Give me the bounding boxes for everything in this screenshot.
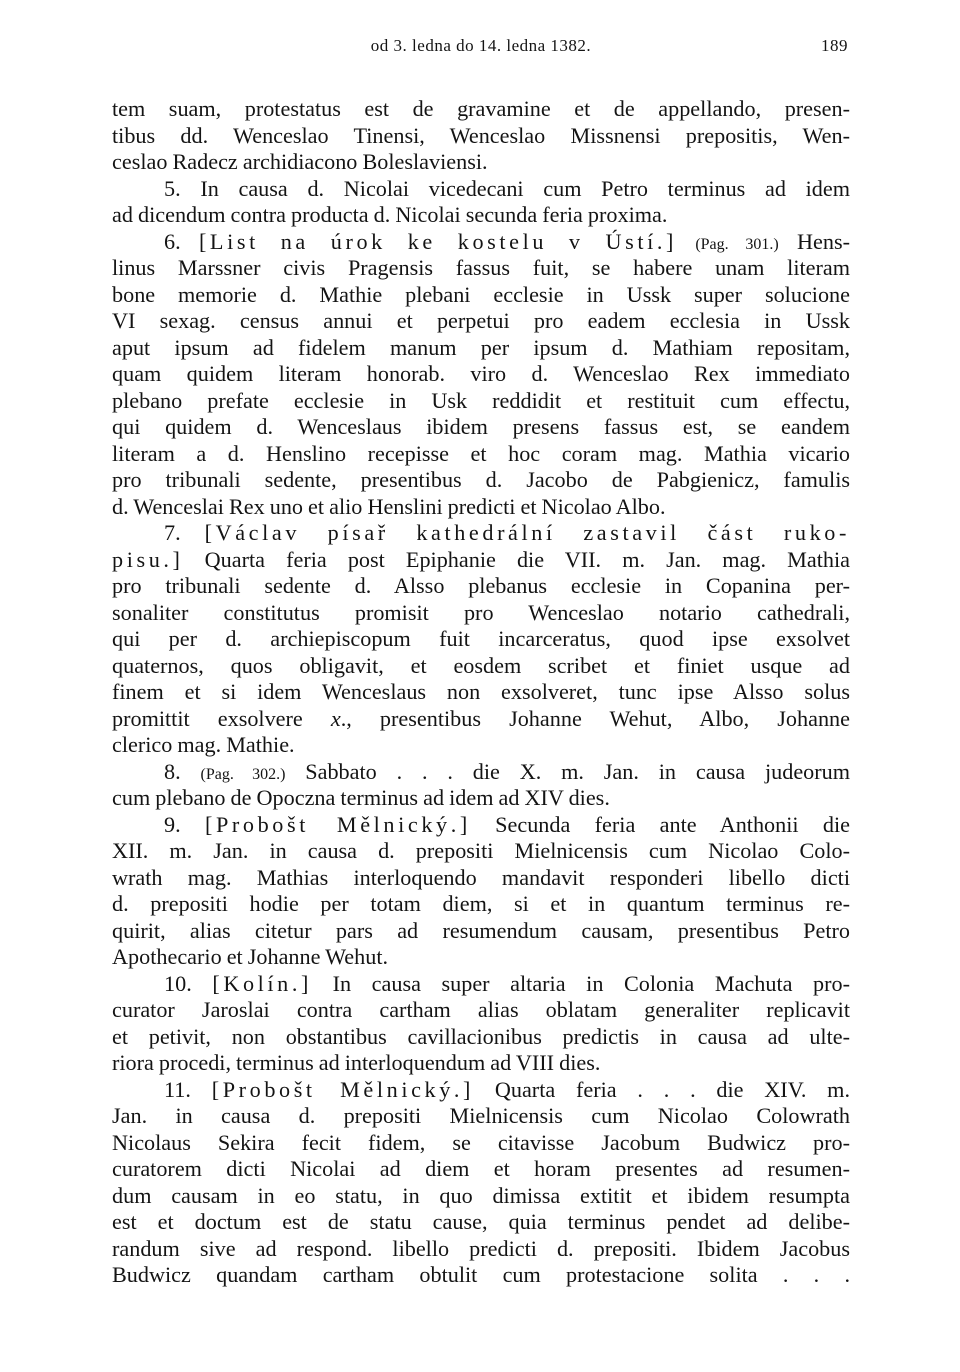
text-segment: Quarta feria post Epiphanie die VII. m. Jan. mag. Mathia xyxy=(183,546,850,572)
text-line xyxy=(112,388,850,415)
text-segment: randum sive ad respond. libello predicti d. prepositi. Ibidem Jacobus xyxy=(112,1235,850,1261)
text-segment: Secunda feria ante Anthonii die xyxy=(470,811,850,837)
page-header xyxy=(112,36,850,62)
text-line xyxy=(112,1156,850,1183)
text-segment: 5. In causa d. Nicolai vicedecani cum Petro terminus ad idem xyxy=(164,175,850,201)
running-title: od 3. ledna do 14. ledna 1382. xyxy=(370,36,592,55)
text-line xyxy=(112,202,850,229)
text-segment: 11. xyxy=(164,1076,212,1102)
text-segment: literam a d. Henslino recepisse et hoc coram mag. Mathia vicario xyxy=(112,440,850,466)
text-segment: finem et si idem Wenceslaus non exsolveret, tunc ipse Alsso solus xyxy=(112,679,850,704)
text-segment: curator Jaroslai contra cartham alias oblatam generaliter replicavit xyxy=(112,997,850,1022)
text-segment: 8. xyxy=(164,758,201,784)
text-line xyxy=(112,96,850,123)
text-line xyxy=(112,759,850,786)
text-line xyxy=(112,255,850,282)
text-line xyxy=(112,679,850,706)
text-line xyxy=(112,600,850,627)
text-segment: quam quidem literam honorab. viro d. Wenceslao Rex immediato xyxy=(112,361,850,386)
spaced-heading: [Probošt Mělnický.] xyxy=(204,811,471,837)
text-line xyxy=(112,626,850,653)
page-number: 189 xyxy=(821,36,848,55)
text-segment xyxy=(677,229,695,254)
spaced-heading: [Probošt Mělnický.] xyxy=(211,1076,475,1102)
text-line xyxy=(112,1050,850,1077)
text-segment: In causa super altaria in Colonia Machuta pro- xyxy=(312,970,851,996)
text-segment: x xyxy=(330,705,341,731)
text-segment: dum causam in eo statu, in quo dimissa extitit et ibidem resumpta xyxy=(112,1182,850,1208)
text-segment: d. prepositi hodie per totam diem, si et in quantum terminus re- xyxy=(112,891,850,916)
text-line xyxy=(112,944,850,971)
text-segment: Hens- xyxy=(778,228,851,254)
text-line xyxy=(112,838,850,865)
text-segment: et petivit, non obstantibus cavillacionibus predictis in causa ad ulte- xyxy=(112,1023,850,1049)
spaced-heading: [List na úrok ke kostelu v Ústí.] xyxy=(198,228,678,254)
text-line xyxy=(112,865,850,892)
spaced-heading: [Václav písař kathedrální zastavil část ruko- xyxy=(204,520,850,545)
text-line xyxy=(112,785,850,812)
text-segment: riora procedi, terminus ad interloquendum ad VIII dies. xyxy=(112,1050,601,1075)
text-segment: Jan. in causa d. prepositi Mielnicensis cum Nicolao Colowrath xyxy=(112,1103,850,1128)
text-line xyxy=(112,123,850,150)
text-line xyxy=(112,361,850,388)
text-line xyxy=(112,149,850,176)
text-line xyxy=(112,547,850,574)
text-line xyxy=(112,1236,850,1263)
page-reference: (Pag. 302.) xyxy=(200,765,286,783)
text-line xyxy=(112,1130,850,1157)
text-line xyxy=(112,414,850,441)
text-segment: promittit exsolvere xyxy=(112,705,331,731)
text-segment: qui quidem d. Wenceslaus ibidem presens fassus est, se eandem xyxy=(112,414,850,439)
text-segment: 7. xyxy=(164,520,205,545)
text-segment: sonaliter constitutus promisit pro Wenceslao notario cathedrali, xyxy=(112,599,850,625)
text-line xyxy=(112,308,850,335)
text-line xyxy=(112,1103,850,1130)
text-line xyxy=(112,971,850,998)
text-segment: VI sexag. census annui et perpetui pro eadem ecclesia in Ussk xyxy=(112,308,850,333)
text-line xyxy=(112,891,850,918)
text-segment: ., presentibus Johanne Wehut, Albo, Johanne xyxy=(340,705,850,731)
text-line xyxy=(112,229,850,256)
text-segment: bone memorie d. Mathie plebani ecclesie in Ussk super solucione xyxy=(112,281,850,307)
text-segment: aput ipsum ad fidelem manum per ipsum d. Mathiam repositam, xyxy=(112,334,850,360)
page-reference: (Pag. 301.) xyxy=(695,235,779,253)
text-segment: clerico mag. Mathie. xyxy=(112,732,295,757)
text-line xyxy=(112,1077,850,1104)
text-segment: d. Wenceslai Rex uno et alio Henslini predicti et Nicolao Albo. xyxy=(112,493,666,519)
text-line xyxy=(112,732,850,759)
text-line xyxy=(112,812,850,839)
text-segment: XII. m. Jan. in causa d. prepositi Mielnicensis cum Nicolao Colo- xyxy=(112,838,850,863)
text-line xyxy=(112,1209,850,1236)
text-segment: wrath mag. Mathias interloquendo mandavit responderi libello dicti xyxy=(112,864,850,890)
text-segment: 10. xyxy=(164,970,213,996)
text-segment: linus Marssner civis Pragensis fassus fuit, se habere unam literam xyxy=(112,255,850,280)
text-line xyxy=(112,282,850,309)
text-segment: quaternos, quos obligavit, et eosdem scribet et finiet usque ad xyxy=(112,652,850,678)
text-line xyxy=(112,467,850,494)
text-segment: ad dicendum contra producta d. Nicolai secunda feria proxima. xyxy=(112,202,668,227)
text-segment: Quarta feria . . . die XIV. m. xyxy=(474,1076,850,1102)
text-segment: pro tribunali sedente d. Alsso plebanus ecclesie in Copanina per- xyxy=(112,573,850,598)
text-line xyxy=(112,520,850,547)
text-segment: ceslao Radecz archidiacono Boleslaviensi. xyxy=(112,149,488,174)
text-segment: curatorem dicti Nicolai ad diem et horam presentes ad resumen- xyxy=(112,1156,850,1181)
text-segment: plebano prefate ecclesie in Usk reddidit et restituit cum effectu, xyxy=(112,387,850,413)
text-segment: quirit, alias citetur pars ad resumendum causam, presentibus Petro xyxy=(112,917,850,943)
text-line xyxy=(112,1262,850,1289)
text-line xyxy=(112,1024,850,1051)
text-line xyxy=(112,176,850,203)
text-line xyxy=(112,441,850,468)
text-line xyxy=(112,573,850,600)
text-segment: est et doctum est de statu cause, quia terminus pendet ad delibe- xyxy=(112,1209,850,1234)
text-segment: tibus dd. Wenceslao Tinensi, Wenceslao Missnensi prepositis, Wen- xyxy=(112,122,850,148)
spaced-heading: [Kolín.] xyxy=(212,970,312,996)
text-line xyxy=(112,653,850,680)
text-line xyxy=(112,494,850,521)
spaced-heading: pisu.] xyxy=(112,546,184,572)
text-segment: pro tribunali sedente, presentibus d. Jacobo de Pabgienicz, famulis xyxy=(112,467,850,492)
text-line xyxy=(112,997,850,1024)
text-segment: 6. xyxy=(164,228,199,254)
text-line xyxy=(112,918,850,945)
text-line xyxy=(112,335,850,362)
text-segment: Apothecario et Johanne Wehut. xyxy=(112,944,389,969)
text-segment: tem suam, protestatus est de gravamine et de appellando, presen- xyxy=(112,96,850,121)
text-segment: qui per d. archiepiscopum fuit incarceratus, quod ipse exsolvet xyxy=(112,626,850,651)
text-segment: 9. xyxy=(164,811,205,837)
text-segment: Budwicz quandam cartham obtulit cum protestacione solita . . . xyxy=(112,1262,850,1287)
body-text xyxy=(112,96,850,1289)
text-segment: cum plebano de Opoczna terminus ad idem ad XIV dies. xyxy=(112,785,610,810)
text-segment: Nicolaus Sekira fecit fidem, se citavisse Jacobum Budwicz pro- xyxy=(112,1129,850,1155)
text-line xyxy=(112,706,850,733)
text-line xyxy=(112,1183,850,1210)
text-segment: Sabbato . . . die X. m. Jan. in causa judeorum xyxy=(285,758,850,784)
